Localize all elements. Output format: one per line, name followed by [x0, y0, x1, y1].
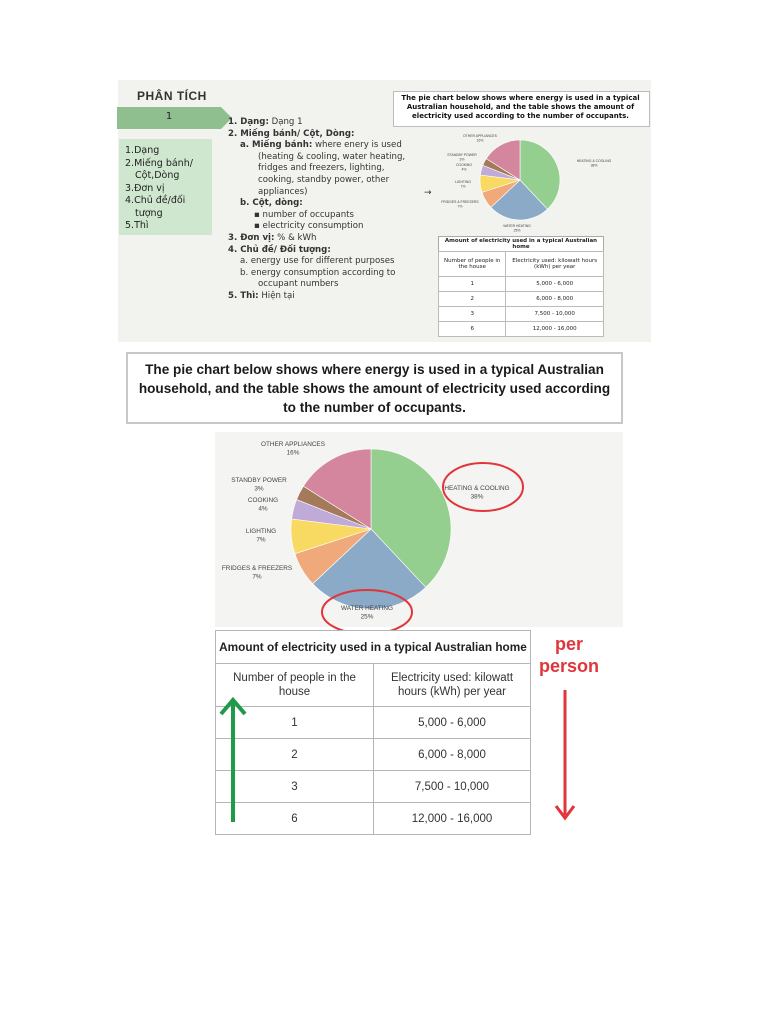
- note-text: ▪ number of occupants: [254, 209, 355, 220]
- pie-label-cooking: COOKING: [455, 163, 473, 167]
- small-table-header: Electricity used: kilowatt hours (kWh) per year: [506, 252, 604, 277]
- per-person-annotation: [534, 633, 604, 677]
- note-text: Hiện tại: [258, 290, 295, 301]
- small-table-cell: 12,000 - 16,000: [506, 322, 604, 337]
- note-heading: 2. Miếng bánh/ Cột, Dòng:: [228, 128, 355, 139]
- analysis-heading: PHÂN TÍCH: [137, 89, 207, 103]
- analysis-notes: [228, 117, 406, 303]
- note-text: where enery is used: [312, 140, 402, 151]
- annotation-arrows: [200, 680, 600, 830]
- outline-item: 4.Chủ đề/đối: [125, 195, 186, 206]
- table-caption: Amount of electricity used in a typical Australian home: [216, 631, 531, 664]
- arrow-right-icon: →: [424, 188, 432, 198]
- small-table-cell: 7,500 - 10,000: [506, 307, 604, 322]
- outline-list: [125, 145, 193, 233]
- note-text: (heating & cooling, water heating,: [258, 151, 406, 162]
- note-heading: b. Cột, dòng:: [240, 198, 303, 209]
- pie-label-fridges-freezers: FRIDGES & FREEZERS: [441, 200, 479, 204]
- note-text: % & kWh: [274, 232, 317, 243]
- pie-label-standby-power: STANDBY POWER: [231, 477, 287, 484]
- pie-label-water-heating: WATER HEATING: [503, 224, 531, 228]
- small-table-header: Number of people in the house: [439, 252, 506, 277]
- pie-label-lighting: LIGHTING: [245, 528, 277, 535]
- table-header-kwh: Electricity used: kilowatt hours (kWh) per year: [374, 664, 531, 707]
- small-table-cell: 6,000 - 8,000: [506, 292, 604, 307]
- table-cell-people: 6: [216, 803, 374, 835]
- small-pie-chart: [430, 128, 630, 233]
- small-table-cell: 5,000 - 6,000: [506, 277, 604, 292]
- outline-item: Cột,Dòng: [135, 170, 180, 181]
- outline-item: tượng: [135, 207, 163, 219]
- pie-value-heating-cooling: 38%: [470, 493, 484, 501]
- note-label: 1. Dạng:: [228, 117, 269, 127]
- small-table-cell: 2: [439, 292, 506, 307]
- annotation-line: per: [554, 634, 583, 654]
- task-prompt-text: [130, 360, 619, 417]
- pie-value-lighting: 7%: [256, 536, 266, 544]
- small-electricity-table: [438, 236, 604, 337]
- note-text: b. energy consumption according to: [240, 267, 396, 278]
- table-cell-kwh: 6,000 - 8,000: [374, 739, 531, 771]
- ribbon-number: 1: [165, 111, 173, 122]
- small-table-cell: 6: [439, 322, 506, 337]
- energy-pie-chart: [215, 432, 623, 627]
- note-label: a. Miếng bánh:: [240, 140, 313, 151]
- table-cell-people: 3: [216, 771, 374, 803]
- pie-label-cooking: COOKING: [247, 497, 279, 504]
- pie-value-cooking: 4%: [461, 167, 467, 172]
- table-cell-people: 2: [216, 739, 374, 771]
- pie-value-fridges-freezers: 7%: [252, 573, 262, 581]
- note-text: fridges and freezers, lighting,: [258, 163, 385, 174]
- note-heading: 4. Chủ đề/ Đối tượng:: [228, 244, 331, 255]
- outline-item: 3.Đơn vị: [125, 182, 165, 194]
- outline-item: 1.Dạng: [125, 145, 160, 156]
- pie-value-heating-cooling: 38%: [590, 163, 598, 168]
- pie-label-fridges-freezers: FRIDGES & FREEZERS: [221, 565, 293, 572]
- note-text: ▪ electricity consumption: [254, 221, 364, 232]
- pie-label-standby-power: STANDBY POWER: [447, 153, 477, 157]
- prompt-line: to the number of occupants.: [283, 400, 466, 415]
- pie-value-standby-power: 3%: [459, 157, 465, 162]
- annotation-line: person: [538, 656, 599, 676]
- pie-value-standby-power: 3%: [254, 485, 264, 493]
- pie-value-water-heating: 25%: [513, 228, 521, 233]
- table-cell-kwh: 12,000 - 16,000: [374, 803, 531, 835]
- note-label: 3. Đơn vị:: [228, 232, 275, 243]
- pie-value-other-appliances: 16%: [476, 138, 484, 143]
- pie-value-other-appliances: 16%: [286, 449, 300, 457]
- table-header-people: Number of people in the house: [216, 664, 374, 707]
- pie-label-water-heating: WATER HEATING: [340, 605, 394, 612]
- small-table-cell: 1: [439, 277, 506, 292]
- pie-label-other-appliances: OTHER APPLIANCES: [261, 441, 325, 448]
- prompt-line: household, and the table shows the amount of electricity used according: [138, 381, 611, 396]
- note-text: a. energy use for different purposes: [240, 256, 395, 267]
- pie-label-other-appliances: OTHER APPLIANCES: [463, 134, 497, 138]
- pie-value-cooking: 4%: [258, 505, 268, 513]
- note-text: appliances): [258, 186, 308, 197]
- small-prompt-text: The pie chart below shows where energy is used in a typical Australian household, and the table shows the amount of electricity used according to the number of occupants.: [401, 94, 640, 120]
- pie-label-heating-cooling: HEATING & COOLING: [444, 485, 510, 492]
- note-text: cooking, standby power, other: [258, 174, 390, 185]
- table-cell-people: 1: [216, 707, 374, 739]
- note-label: 5. Thì:: [228, 290, 259, 301]
- pie-label-heating-cooling: HEATING & COOLING: [576, 159, 612, 163]
- outline-item: 2.Miếng bánh/: [125, 157, 193, 169]
- pie-value-fridges-freezers: 7%: [457, 204, 463, 209]
- prompt-line: The pie chart below shows where energy is used in a typical Australian: [145, 362, 604, 377]
- outline-item: 5.Thì: [125, 220, 149, 231]
- small-table-caption: Amount of electricity used in a typical Australian home: [439, 237, 604, 252]
- small-table-cell: 3: [439, 307, 506, 322]
- pie-label-lighting: LIGHTING: [454, 180, 472, 184]
- pie-value-lighting: 7%: [460, 184, 466, 189]
- table-cell-kwh: 7,500 - 10,000: [374, 771, 531, 803]
- note-text: occupant numbers: [258, 279, 339, 290]
- table-cell-kwh: 5,000 - 6,000: [374, 707, 531, 739]
- pie-value-water-heating: 25%: [360, 613, 374, 621]
- note-text: Dạng 1: [268, 117, 303, 127]
